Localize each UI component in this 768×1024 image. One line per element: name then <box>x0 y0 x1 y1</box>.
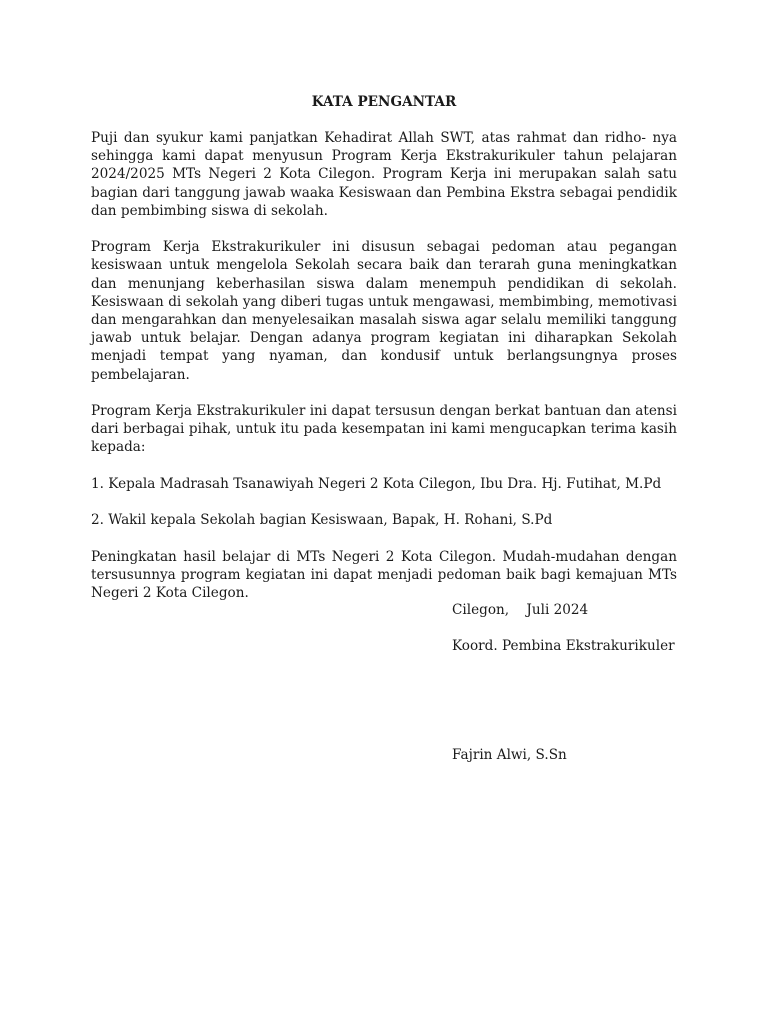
signature-place-date: Cilegon, Juli 2024 <box>452 602 589 618</box>
paragraph-thanks-intro: Program Kerja Ekstrakurikuler ini dapat tersusun dengan berkat bantuan dan atensi dari berbagai pihak, untuk itu pada kesempatan ini kami mengucapkan terima kasih kepada: <box>91 403 677 456</box>
paragraph-closing: Peningkatan hasil belajar di MTs Negeri 2 Kota Cilegon. Mudah-mudahan dengan tersusunnya program kegiatan ini dapat menjadi pedoman baik bagi kemajuan MTs Negeri 2 Kota Cilegon. <box>91 548 677 601</box>
paragraph-opening: Puji dan syukur kami panjatkan Kehadirat Allah SWT, atas rahmat dan ridho- nya sehingga kami dapat menyusun Program Kerja Ekstrakurikuler tahun pelajaran 2024/2025 MTs Negeri 2 Kota Cilegon. Program Kerja ini merupakan salah satu bagian dari tanggung jawab waaka Kesiswaan dan Pembina Ekstra sebagai pendidik dan pembimbing siswa di sekolah. <box>91 130 677 219</box>
document-body <box>91 129 677 620</box>
thanks-item-2: 2. Wakil kepala Sekolah bagian Kesiswaan, Bapak, H. Rohani, S.Pd <box>91 512 553 529</box>
document-title: KATA PENGANTAR <box>311 94 457 110</box>
signature-name: Fajrin Alwi, S.Sn <box>452 747 567 763</box>
thanks-item-1: 1. Kepala Madrasah Tsanawiyah Negeri 2 Kota Cilegon, Ibu Dra. Hj. Futihat, M.Pd <box>91 475 662 492</box>
paragraph-purpose: Program Kerja Ekstrakurikuler ini disusun sebagai pedoman atau pegangan kesiswaan untuk mengelola Sekolah secara baik dan terarah guna meningkatkan dan menunjang keberhasilan siswa dalam menempuh pendidikan di sekolah. Kesiswaan di sekolah yang diberi tugas untuk mengawasi, membimbing, memotivasi dan mengarahkan dan menyelesaikan masalah siswa agar selalu memiliki tanggung jawab untuk belajar. Dengan adanya program kegiatan ini diharapkan Sekolah menjadi tempat yang nyaman, dan kondusif untuk berlangsungnya proses pembelajaran. <box>91 239 677 383</box>
signature-role: Koord. Pembina Ekstrakurikuler <box>452 638 675 654</box>
